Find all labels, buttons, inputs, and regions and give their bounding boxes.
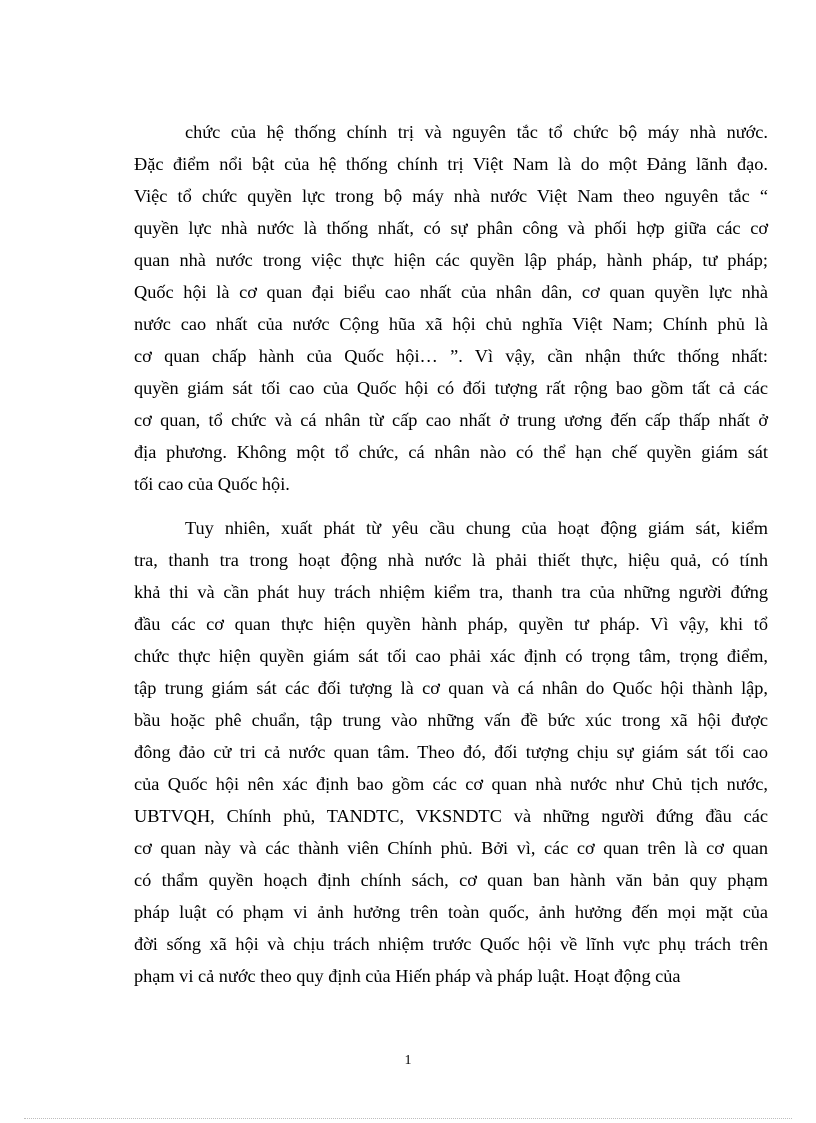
text-line: của Quốc hội nên xác định bao gồm các cơ quan nhà nước như Chủ tịch nước,: [134, 774, 768, 794]
text-line: chức của hệ thống chính trị và nguyên tắc tổ chức bộ máy nhà nước.: [185, 122, 768, 142]
page-bottom-divider: [24, 1118, 792, 1119]
text-line: cơ quan, tổ chức và cá nhân từ cấp cao nhất ở trung ương đến cấp thấp nhất ở: [134, 410, 768, 430]
text-line: Tuy nhiên, xuất phát từ yêu cầu chung của hoạt động giám sát, kiểm: [185, 518, 768, 538]
text-line: đầu các cơ quan thực hiện quyền hành pháp, quyền tư pháp. Vì vậy, khi tổ: [134, 614, 768, 634]
text-line: quan nhà nước trong việc thực hiện các quyền lập pháp, hành pháp, tư pháp;: [134, 250, 768, 270]
text-line: quyền lực nhà nước là thống nhất, có sự phân công và phối hợp giữa các cơ: [134, 218, 768, 238]
text-line: UBTVQH, Chính phủ, TANDTC, VKSNDTC và những người đứng đầu các: [134, 806, 768, 826]
text-line: tối cao của Quốc hội.: [134, 474, 290, 494]
text-line: bầu hoặc phê chuẩn, tập trung vào những vấn đề bức xúc trong xã hội được: [134, 710, 768, 730]
text-line: nước cao nhất của nước Cộng hũa xã hội chủ nghĩa Việt Nam; Chính phủ là: [134, 314, 768, 334]
page-number: 1: [404, 1053, 412, 1068]
text-line: quyền giám sát tối cao của Quốc hội có đối tượng rất rộng bao gồm tất cả các: [134, 378, 768, 398]
text-line: chức thực hiện quyền giám sát tối cao phải xác định có trọng tâm, trọng điểm,: [134, 646, 768, 666]
text-line: Việc tổ chức quyền lực trong bộ máy nhà nước Việt Nam theo nguyên tắc “: [134, 186, 768, 206]
text-line: cơ quan này và các thành viên Chính phủ. Bởi vì, các cơ quan trên là cơ quan: [134, 838, 768, 858]
text-line: Quốc hội là cơ quan đại biểu cao nhất của nhân dân, cơ quan quyền lực nhà: [134, 282, 768, 302]
text-line: cơ quan chấp hành của Quốc hội… ”. Vì vậy, cần nhận thức thống nhất:: [134, 346, 768, 366]
text-line: tập trung giám sát các đối tượng là cơ quan và cá nhân do Quốc hội thành lập,: [134, 678, 768, 698]
text-line: tra, thanh tra trong hoạt động nhà nước là phải thiết thực, hiệu quả, có tính: [134, 550, 768, 570]
text-line: có thẩm quyền hoạch định chính sách, cơ quan ban hành văn bản quy phạm: [134, 870, 768, 890]
text-line: khả thi và cần phát huy trách nhiệm kiểm tra, thanh tra của những người đứng: [134, 582, 768, 602]
text-line: phạm vi cả nước theo quy định của Hiến pháp và pháp luật. Hoạt động của: [134, 966, 681, 986]
text-line: Đặc điểm nổi bật của hệ thống chính trị Việt Nam là do một Đảng lãnh đạo.: [134, 154, 768, 174]
text-line: pháp luật có phạm vi ảnh hưởng trên toàn quốc, ảnh hưởng đến mọi mặt của: [134, 902, 768, 922]
text-line: đông đảo cử tri cả nước quan tâm. Theo đó, đối tượng chịu sự giám sát tối cao: [134, 742, 768, 762]
text-line: địa phương. Không một tổ chức, cá nhân nào có thể hạn chế quyền giám sát: [134, 442, 768, 462]
text-line: đời sống xã hội và chịu trách nhiệm trước Quốc hội về lĩnh vực phụ trách trên: [134, 934, 768, 954]
